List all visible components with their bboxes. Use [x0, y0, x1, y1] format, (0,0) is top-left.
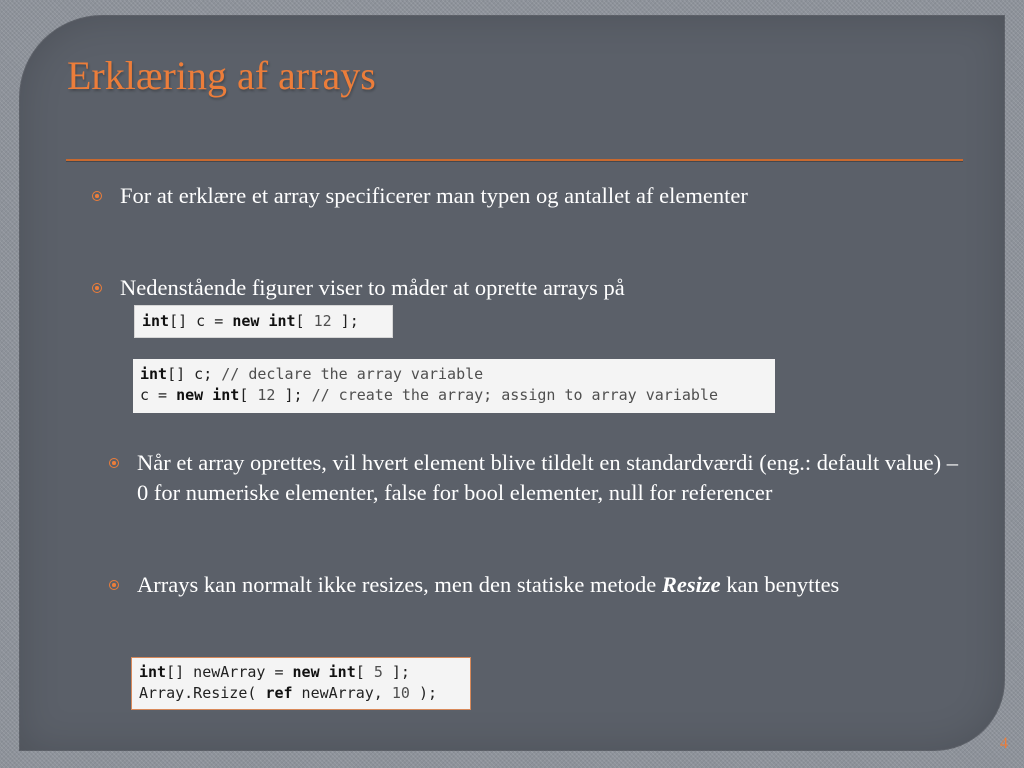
code-text: Array.Resize( — [139, 684, 266, 702]
bullet-text — [137, 570, 967, 600]
slide-title: Erklæring af arrays — [67, 53, 376, 98]
bullet-item — [120, 181, 840, 211]
bullet-circle-icon — [92, 283, 102, 293]
code-text: [ — [295, 312, 314, 330]
code-keyword: ref — [265, 684, 293, 702]
code-number: 12 — [313, 312, 332, 330]
code-text: [] newArray = — [166, 663, 293, 681]
bullet-emphasis: Resize — [661, 572, 721, 597]
bullet-circle-icon — [109, 580, 119, 590]
bullet-text: Nedenstående figurer viser to måder at oprette arrays på — [120, 275, 625, 300]
code-keyword: int — [268, 312, 296, 330]
code-line — [140, 385, 768, 406]
code-line — [142, 311, 385, 332]
code-text — [203, 386, 212, 404]
code-keyword: int — [212, 386, 240, 404]
code-keyword: int — [142, 312, 170, 330]
code-keyword: int — [328, 663, 356, 681]
code-text: ]; — [382, 663, 410, 681]
bullet-circle-icon — [92, 191, 102, 201]
code-text: c = — [140, 386, 177, 404]
code-text: newArray, — [292, 684, 392, 702]
code-number: 5 — [373, 663, 383, 681]
code-text: [] c = — [169, 312, 233, 330]
code-keyword: new — [292, 663, 320, 681]
bullet-item — [137, 448, 967, 508]
bullet-text-part: Arrays kan normalt ikke resizes, men den statiske metode — [137, 572, 662, 597]
code-line — [139, 683, 463, 704]
code-text: [ — [239, 386, 258, 404]
code-figure-single-line — [134, 305, 393, 338]
bullet-item — [120, 273, 840, 303]
code-keyword: new — [232, 312, 260, 330]
code-number: 12 — [257, 386, 276, 404]
code-keyword: new — [176, 386, 204, 404]
code-number: 10 — [391, 684, 410, 702]
page-number: 4 — [1000, 735, 1008, 752]
code-figure-two-step — [133, 359, 775, 413]
title-divider — [66, 159, 963, 161]
code-figure-resize — [131, 657, 471, 710]
bullet-item — [137, 570, 967, 600]
code-keyword: int — [139, 663, 167, 681]
code-text: ); — [409, 684, 438, 702]
code-line — [139, 662, 463, 683]
code-comment: // create the array; assign to array variable — [311, 386, 718, 404]
bullet-text: Når et array oprettes, vil hvert element blive tildelt en standardværdi (eng.: default value) – 0 for numeriske elementer, false for bool elementer, null for referencer — [137, 450, 958, 505]
code-text: [ — [355, 663, 374, 681]
code-text: ]; — [331, 312, 359, 330]
code-text: [] c; — [167, 365, 222, 383]
code-keyword: int — [140, 365, 168, 383]
code-comment: // declare the array variable — [221, 365, 484, 383]
bullet-text: For at erklære et array specificerer man typen og antallet af elementer — [120, 183, 748, 208]
code-line — [140, 364, 768, 385]
code-text: ]; — [275, 386, 312, 404]
bullet-text-part: kan benyttes — [720, 572, 840, 597]
code-text — [320, 663, 329, 681]
bullet-circle-icon — [109, 458, 119, 468]
